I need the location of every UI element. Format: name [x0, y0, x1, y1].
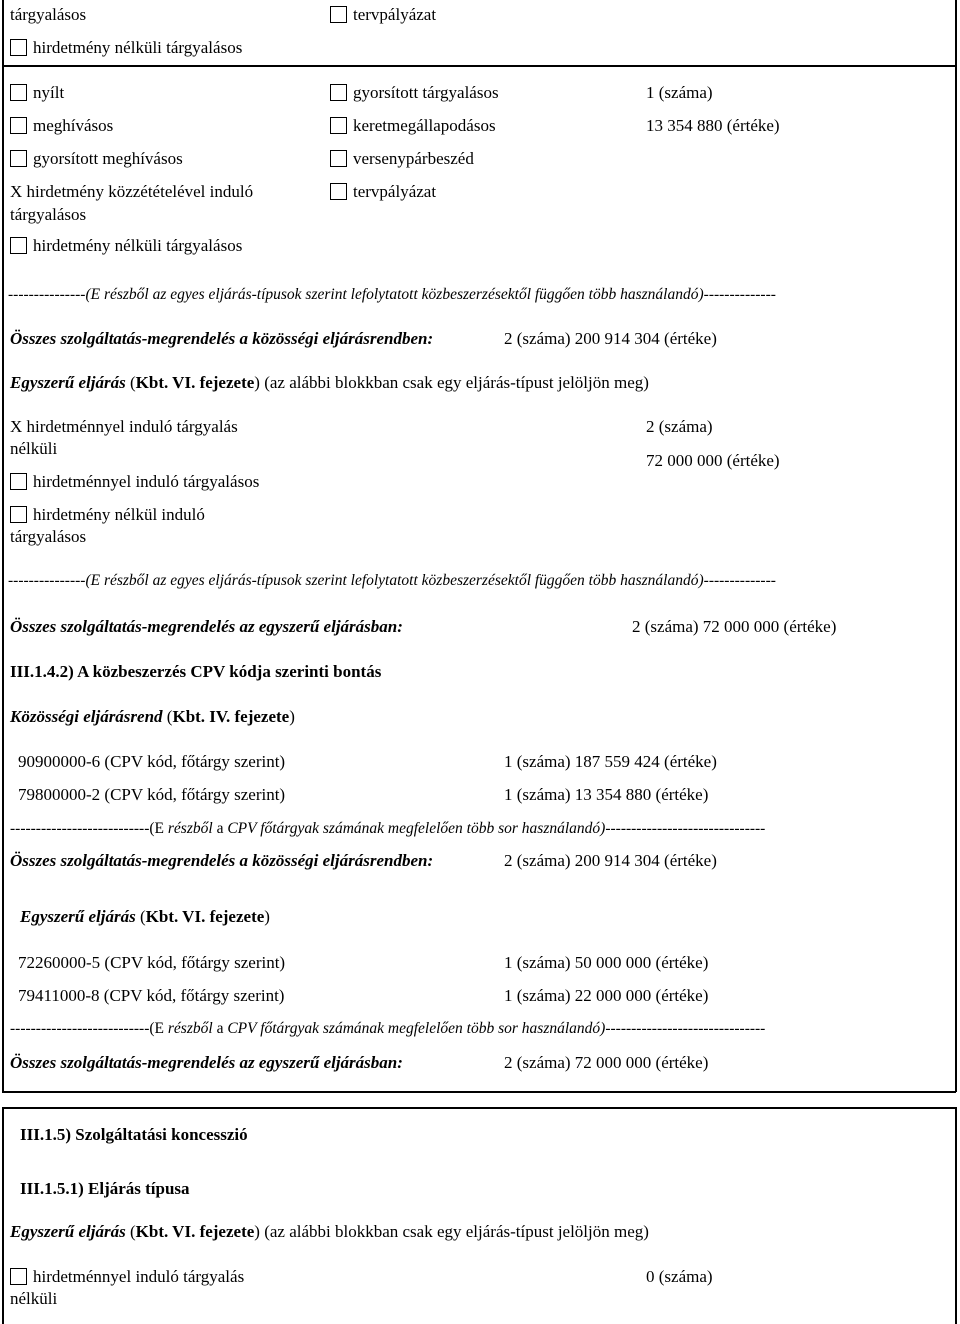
- simple-procedure-heading: [10, 372, 649, 394]
- simple-x-option-line1: X hirdetménnyel induló tárgyalás: [10, 417, 238, 436]
- separator-dashes: --------------: [703, 286, 776, 303]
- option-label: gyorsított tárgyalásos: [353, 83, 499, 102]
- frame-right-top: [955, 0, 957, 1092]
- total-community-label: Összes szolgáltatás-megrendelés a közösségi eljárásrendben:: [10, 329, 434, 348]
- option-x-kozzetetelevel-line2: tárgyalásos: [10, 205, 87, 224]
- simple-value: 72 000 000 (értéke): [646, 451, 780, 470]
- separator-dashes: -------------------------------: [605, 1020, 766, 1037]
- separator-text: (E: [149, 1020, 168, 1037]
- option-label: versenypárbeszéd: [353, 149, 474, 168]
- total-community-value: 2 (száma) 200 914 304 (értéke): [504, 851, 717, 870]
- separator-note: [8, 284, 776, 306]
- option-label: nyílt: [33, 83, 65, 102]
- option-hirdetmeny-nelkul-indulo[interactable]: [10, 504, 205, 526]
- option-hirdetmennyel-indulo[interactable]: [10, 471, 259, 493]
- cpv-row-value: 1 (száma) 13 354 880 (értéke): [504, 785, 709, 804]
- simple-procedure-heading: [20, 906, 270, 928]
- option-hirdetmeny-nelkul-line2: tárgyalásos: [10, 527, 87, 546]
- concession-option-hirdetmennyel[interactable]: [10, 1266, 244, 1288]
- top-hirdetmeny-nelkuli-option[interactable]: [10, 37, 242, 59]
- total-community-value: 2 (száma) 200 914 304 (értéke): [504, 329, 717, 348]
- option-label: gyorsított meghívásos: [33, 149, 183, 168]
- separator-text: részből: [167, 820, 213, 837]
- heading-italic: Egyszerű eljárás: [10, 1222, 126, 1241]
- separator-dashes: ---------------------------: [10, 820, 150, 837]
- checkbox-icon[interactable]: [10, 473, 27, 490]
- heading-instruction: (az alábbi blokkban csak egy eljárás-típust jelöljön meg): [259, 373, 649, 392]
- separator-dashes: ---------------: [8, 286, 86, 303]
- option-nyilt[interactable]: [10, 82, 64, 104]
- heading-paren: (: [125, 1222, 136, 1241]
- checkbox-icon[interactable]: [10, 84, 27, 101]
- option-keretmegallapodasos[interactable]: [330, 115, 496, 137]
- heading-paren: ): [264, 907, 270, 926]
- frame-right-bottom: [955, 1107, 957, 1324]
- heading-kbt: Kbt. IV. fejezete: [172, 707, 290, 726]
- concession-simple-heading: [10, 1221, 649, 1243]
- checkbox-icon[interactable]: [10, 150, 27, 167]
- option-gyorsitott-targyalasos[interactable]: [330, 82, 499, 104]
- heading-kbt: Kbt. VI. fejezete: [135, 373, 255, 392]
- separator-text: a: [212, 1020, 228, 1037]
- separator-text: (E: [149, 820, 168, 837]
- total-simple-label: [10, 1052, 403, 1074]
- option-label: hirdetmény nélküli tárgyalásos: [33, 38, 243, 57]
- heading-italic: Egyszerű eljárás: [20, 907, 136, 926]
- separator-cpv-note: [10, 1018, 765, 1040]
- frame-left-bottom: [2, 1107, 4, 1324]
- top-targyalasos: tárgyalásos: [10, 5, 87, 24]
- option-meghivasos[interactable]: [10, 115, 113, 137]
- separator-text: CPV főtárgyak számának megfelelően több sor használandó): [227, 820, 606, 837]
- option-label: hirdetménnyel induló tárgyalás: [33, 1267, 245, 1286]
- cpv-row-code: 90900000-6 (CPV kód, főtárgy szerint): [18, 752, 286, 771]
- option-label: hirdetménnyel induló tárgyalásos: [33, 472, 260, 491]
- heading-paren: ): [289, 707, 295, 726]
- checkbox-icon[interactable]: [330, 150, 347, 167]
- frame-divider-3: [2, 1107, 956, 1109]
- total-simple-label: Összes szolgáltatás-megrendelés az egyszerű eljárásban:: [10, 617, 403, 636]
- heading-italic: Egyszerű eljárás: [10, 373, 126, 392]
- option-x-kozzetetelevel-line1: X hirdetmény közzétételével induló: [10, 182, 254, 201]
- total-community-label: Összes szolgáltatás-megrendelés a közösségi eljárásrendben:: [10, 851, 434, 870]
- checkbox-icon[interactable]: [10, 39, 27, 56]
- heading-paren: (: [135, 907, 146, 926]
- cpv-row-value: 1 (száma) 22 000 000 (értéke): [504, 986, 709, 1005]
- community-count: 1 (száma): [646, 83, 713, 102]
- separator-cpv-note: [10, 818, 765, 840]
- simple-x-option-line2: nélküli: [10, 439, 58, 458]
- label-part: egyszerű eljárásban:: [258, 1053, 403, 1072]
- separator-note: [8, 570, 776, 592]
- separator-dashes: --------------: [703, 572, 776, 589]
- frame-left-top: [2, 0, 4, 1092]
- checkbox-icon[interactable]: [330, 84, 347, 101]
- frame-divider-1: [2, 65, 956, 67]
- section-title-concession: III.1.5) Szolgáltatási koncesszió: [20, 1125, 248, 1144]
- cpv-row-code: 79800000-2 (CPV kód, főtárgy szerint): [18, 785, 286, 804]
- top-tervpalyazat-option[interactable]: [330, 4, 436, 26]
- heading-kbt: Kbt. VI. fejezete: [135, 1222, 255, 1241]
- checkbox-icon[interactable]: [330, 117, 347, 134]
- cpv-row-code: 72260000-5 (CPV kód, főtárgy szerint): [18, 953, 286, 972]
- separator-text: (E részből az egyes eljárás-típusok szerint lefolytatott közbeszerzésektől függően több használandó): [85, 572, 704, 589]
- separator-text: CPV főtárgyak számának megfelelően több sor használandó): [227, 1020, 606, 1037]
- cpv-row-code: 79411000-8 (CPV kód, főtárgy szerint): [18, 986, 285, 1005]
- section-subtitle-procedure-type: III.1.5.1) Eljárás típusa: [20, 1179, 190, 1198]
- option-label: tervpályázat: [353, 5, 437, 24]
- label-part: Összes szolgáltatás-megrendelés az: [10, 1053, 259, 1072]
- heading-paren: (: [125, 373, 136, 392]
- checkbox-icon[interactable]: [10, 237, 27, 254]
- community-regime-heading: [10, 706, 295, 728]
- separator-dashes: ---------------: [8, 572, 86, 589]
- separator-text: a: [212, 820, 228, 837]
- total-simple-value: 2 (száma) 72 000 000 (értéke): [504, 1053, 709, 1072]
- heading-paren: (: [162, 707, 173, 726]
- option-label: keretmegállapodásos: [353, 116, 496, 135]
- heading-paren: ): [254, 373, 260, 392]
- separator-dashes: -------------------------------: [605, 820, 766, 837]
- option-hirdetmeny-nelkuli[interactable]: [10, 235, 242, 257]
- option-label: hirdetmény nélküli tárgyalásos: [33, 236, 243, 255]
- heading-paren: ): [254, 1222, 260, 1241]
- section-title-cpv: III.1.4.2) A közbeszerzés CPV kódja szerinti bontás: [10, 662, 382, 681]
- checkbox-icon[interactable]: [10, 117, 27, 134]
- heading-instruction: (az alábbi blokkban csak egy eljárás-típust jelöljön meg): [259, 1222, 649, 1241]
- option-versenyparbeszed[interactable]: [330, 148, 474, 170]
- checkbox-icon[interactable]: [10, 506, 27, 523]
- separator-text: részből: [167, 1020, 213, 1037]
- checkbox-icon[interactable]: [330, 183, 347, 200]
- cpv-row-value: 1 (száma) 50 000 000 (értéke): [504, 953, 709, 972]
- cpv-row-value: 1 (száma) 187 559 424 (értéke): [504, 752, 717, 771]
- option-label: hirdetmény nélkül induló: [33, 505, 205, 524]
- heading-kbt: Kbt. VI. fejezete: [145, 907, 265, 926]
- concession-option-line2: nélküli: [10, 1289, 58, 1308]
- total-simple-value: 2 (száma) 72 000 000 (értéke): [632, 617, 837, 636]
- concession-count: 0 (száma): [646, 1267, 713, 1286]
- community-value: 13 354 880 (értéke): [646, 116, 780, 135]
- simple-count: 2 (száma): [646, 417, 713, 436]
- option-label: tervpályázat: [353, 182, 437, 201]
- option-label: meghívásos: [33, 116, 114, 135]
- separator-text: (E részből az egyes eljárás-típusok szerint lefolytatott közbeszerzésektől függően több használandó): [85, 286, 704, 303]
- separator-dashes: ---------------------------: [10, 1020, 150, 1037]
- option-tervpalyazat[interactable]: [330, 181, 436, 203]
- heading-italic: Közösségi eljárásrend: [10, 707, 163, 726]
- frame-divider-2: [2, 1091, 956, 1093]
- option-gyorsitott-meghivasos[interactable]: [10, 148, 183, 170]
- checkbox-icon[interactable]: [330, 6, 347, 23]
- checkbox-icon[interactable]: [10, 1268, 27, 1285]
